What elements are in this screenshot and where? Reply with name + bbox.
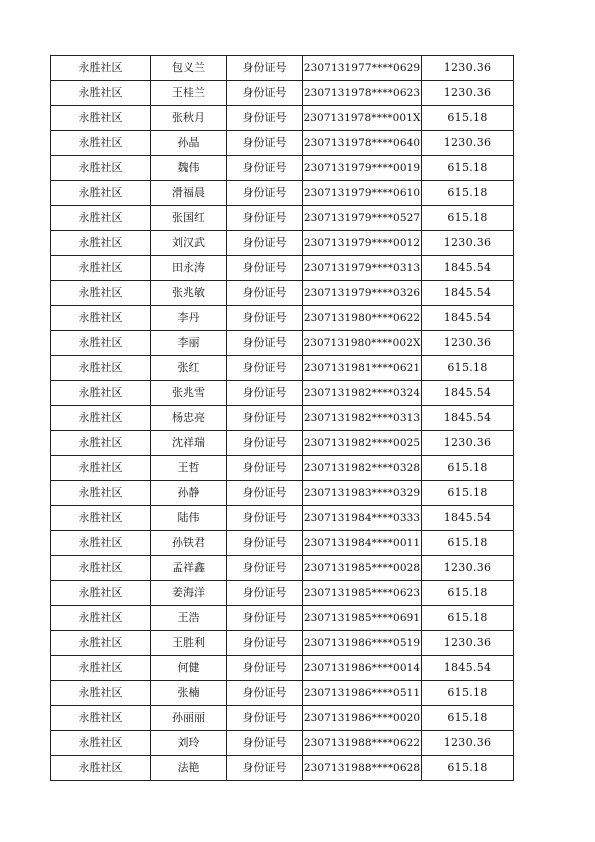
doc-type-cell: 身份证号: [227, 556, 303, 581]
name-cell: 张红: [151, 356, 227, 381]
id-number-cell: 2307131978****0640: [303, 131, 422, 156]
table-row: [51, 306, 514, 331]
id-number-cell: 2307131982****0328: [303, 456, 422, 481]
name-cell: 姜海洋: [151, 581, 227, 606]
table-row: [51, 431, 514, 456]
community-cell: 永胜社区: [51, 331, 151, 356]
community-cell: 永胜社区: [51, 106, 151, 131]
community-cell: 永胜社区: [51, 556, 151, 581]
id-number-cell: 2307131979****0326: [303, 281, 422, 306]
doc-type-cell: 身份证号: [227, 656, 303, 681]
id-number-cell: 2307131979****0313: [303, 256, 422, 281]
amount-cell: 1845.54: [422, 381, 514, 406]
community-cell: 永胜社区: [51, 381, 151, 406]
amount-cell: 615.18: [422, 181, 514, 206]
community-cell: 永胜社区: [51, 656, 151, 681]
community-cell: 永胜社区: [51, 206, 151, 231]
id-number-cell: 2307131985****0623: [303, 581, 422, 606]
id-number-cell: 2307131986****0511: [303, 681, 422, 706]
community-cell: 永胜社区: [51, 181, 151, 206]
id-number-cell: 2307131982****0025: [303, 431, 422, 456]
id-number-cell: 2307131979****0012: [303, 231, 422, 256]
community-cell: 永胜社区: [51, 356, 151, 381]
amount-cell: 1845.54: [422, 256, 514, 281]
community-cell: 永胜社区: [51, 156, 151, 181]
name-cell: 法艳: [151, 756, 227, 781]
id-number-cell: 2307131985****0691: [303, 606, 422, 631]
doc-type-cell: 身份证号: [227, 456, 303, 481]
name-cell: 沈祥瑞: [151, 431, 227, 456]
table-row: [51, 756, 514, 781]
amount-cell: 615.18: [422, 681, 514, 706]
name-cell: 张国红: [151, 206, 227, 231]
name-cell: 张秋月: [151, 106, 227, 131]
doc-type-cell: 身份证号: [227, 756, 303, 781]
doc-type-cell: 身份证号: [227, 706, 303, 731]
amount-cell: 615.18: [422, 106, 514, 131]
table-row: [51, 606, 514, 631]
table-row: [51, 556, 514, 581]
community-cell: 永胜社区: [51, 256, 151, 281]
id-number-cell: 2307131982****0313: [303, 406, 422, 431]
doc-type-cell: 身份证号: [227, 331, 303, 356]
name-cell: 魏伟: [151, 156, 227, 181]
amount-cell: 615.18: [422, 456, 514, 481]
community-cell: 永胜社区: [51, 606, 151, 631]
amount-cell: 615.18: [422, 756, 514, 781]
table-row: [51, 406, 514, 431]
amount-cell: 615.18: [422, 156, 514, 181]
amount-cell: 615.18: [422, 206, 514, 231]
id-number-cell: 2307131981****0621: [303, 356, 422, 381]
id-number-cell: 2307131984****0011: [303, 531, 422, 556]
id-number-cell: 2307131980****0622: [303, 306, 422, 331]
doc-type-cell: 身份证号: [227, 356, 303, 381]
amount-cell: 1230.36: [422, 131, 514, 156]
records-body: [51, 56, 514, 781]
doc-type-cell: 身份证号: [227, 281, 303, 306]
table-row: [51, 731, 514, 756]
id-number-cell: 2307131980****002X: [303, 331, 422, 356]
amount-cell: 1845.54: [422, 656, 514, 681]
id-number-cell: 2307131985****0028: [303, 556, 422, 581]
id-number-cell: 2307131986****0020: [303, 706, 422, 731]
id-number-cell: 2307131979****0527: [303, 206, 422, 231]
id-number-cell: 2307131983****0329: [303, 481, 422, 506]
table-row: [51, 206, 514, 231]
amount-cell: 1230.36: [422, 331, 514, 356]
table-row: [51, 356, 514, 381]
community-cell: 永胜社区: [51, 431, 151, 456]
table-row: [51, 56, 514, 81]
community-cell: 永胜社区: [51, 281, 151, 306]
doc-type-cell: 身份证号: [227, 631, 303, 656]
community-cell: 永胜社区: [51, 631, 151, 656]
doc-type-cell: 身份证号: [227, 231, 303, 256]
amount-cell: 1230.36: [422, 631, 514, 656]
amount-cell: 615.18: [422, 581, 514, 606]
table-row: [51, 456, 514, 481]
name-cell: 孙丽丽: [151, 706, 227, 731]
doc-type-cell: 身份证号: [227, 131, 303, 156]
name-cell: 刘汉武: [151, 231, 227, 256]
name-cell: 张兆敏: [151, 281, 227, 306]
id-number-cell: 2307131988****0628: [303, 756, 422, 781]
community-cell: 永胜社区: [51, 56, 151, 81]
amount-cell: 1230.36: [422, 231, 514, 256]
doc-type-cell: 身份证号: [227, 506, 303, 531]
amount-cell: 615.18: [422, 481, 514, 506]
name-cell: 陆伟: [151, 506, 227, 531]
doc-type-cell: 身份证号: [227, 206, 303, 231]
amount-cell: 615.18: [422, 531, 514, 556]
amount-cell: 1845.54: [422, 306, 514, 331]
name-cell: 王浩: [151, 606, 227, 631]
id-number-cell: 2307131978****001X: [303, 106, 422, 131]
name-cell: 刘玲: [151, 731, 227, 756]
amount-cell: 1230.36: [422, 56, 514, 81]
table-row: [51, 81, 514, 106]
name-cell: 孙静: [151, 481, 227, 506]
table-row: [51, 256, 514, 281]
name-cell: 王胜利: [151, 631, 227, 656]
name-cell: 孙晶: [151, 131, 227, 156]
table-row: [51, 156, 514, 181]
doc-type-cell: 身份证号: [227, 406, 303, 431]
amount-cell: 1845.54: [422, 406, 514, 431]
amount-cell: 615.18: [422, 706, 514, 731]
id-number-cell: 2307131984****0333: [303, 506, 422, 531]
name-cell: 张楠: [151, 681, 227, 706]
id-number-cell: 2307131979****0610: [303, 181, 422, 206]
id-number-cell: 2307131982****0324: [303, 381, 422, 406]
doc-type-cell: 身份证号: [227, 306, 303, 331]
name-cell: 王哲: [151, 456, 227, 481]
doc-type-cell: 身份证号: [227, 681, 303, 706]
table-row: [51, 481, 514, 506]
doc-type-cell: 身份证号: [227, 56, 303, 81]
table-row: [51, 706, 514, 731]
table-row: [51, 631, 514, 656]
doc-type-cell: 身份证号: [227, 606, 303, 631]
doc-type-cell: 身份证号: [227, 106, 303, 131]
community-cell: 永胜社区: [51, 706, 151, 731]
amount-cell: 615.18: [422, 606, 514, 631]
community-cell: 永胜社区: [51, 731, 151, 756]
doc-type-cell: 身份证号: [227, 531, 303, 556]
records-table: [50, 55, 514, 781]
amount-cell: 1845.54: [422, 281, 514, 306]
name-cell: 李丽: [151, 331, 227, 356]
community-cell: 永胜社区: [51, 306, 151, 331]
table-row: [51, 531, 514, 556]
id-number-cell: 2307131979****0019: [303, 156, 422, 181]
community-cell: 永胜社区: [51, 406, 151, 431]
community-cell: 永胜社区: [51, 131, 151, 156]
community-cell: 永胜社区: [51, 456, 151, 481]
amount-cell: 615.18: [422, 356, 514, 381]
community-cell: 永胜社区: [51, 581, 151, 606]
table-row: [51, 331, 514, 356]
doc-type-cell: 身份证号: [227, 481, 303, 506]
amount-cell: 1230.36: [422, 556, 514, 581]
name-cell: 王桂兰: [151, 81, 227, 106]
name-cell: 孟祥鑫: [151, 556, 227, 581]
community-cell: 永胜社区: [51, 531, 151, 556]
id-number-cell: 2307131986****0519: [303, 631, 422, 656]
amount-cell: 1845.54: [422, 506, 514, 531]
doc-type-cell: 身份证号: [227, 731, 303, 756]
name-cell: 张兆雪: [151, 381, 227, 406]
name-cell: 孙铁君: [151, 531, 227, 556]
amount-cell: 1230.36: [422, 81, 514, 106]
table-row: [51, 506, 514, 531]
name-cell: 李丹: [151, 306, 227, 331]
table-row: [51, 181, 514, 206]
community-cell: 永胜社区: [51, 756, 151, 781]
table-row: [51, 656, 514, 681]
amount-cell: 1230.36: [422, 431, 514, 456]
table-row: [51, 131, 514, 156]
doc-type-cell: 身份证号: [227, 431, 303, 456]
community-cell: 永胜社区: [51, 681, 151, 706]
id-number-cell: 2307131988****0622: [303, 731, 422, 756]
table-row: [51, 231, 514, 256]
doc-type-cell: 身份证号: [227, 181, 303, 206]
community-cell: 永胜社区: [51, 506, 151, 531]
id-number-cell: 2307131978****0623: [303, 81, 422, 106]
doc-type-cell: 身份证号: [227, 156, 303, 181]
table-row: [51, 581, 514, 606]
doc-type-cell: 身份证号: [227, 81, 303, 106]
table-row: [51, 281, 514, 306]
community-cell: 永胜社区: [51, 481, 151, 506]
doc-type-cell: 身份证号: [227, 256, 303, 281]
name-cell: 包义兰: [151, 56, 227, 81]
table-row: [51, 106, 514, 131]
id-number-cell: 2307131986****0014: [303, 656, 422, 681]
doc-type-cell: 身份证号: [227, 581, 303, 606]
doc-type-cell: 身份证号: [227, 381, 303, 406]
name-cell: 何健: [151, 656, 227, 681]
amount-cell: 1230.36: [422, 731, 514, 756]
name-cell: 滑福晨: [151, 181, 227, 206]
id-number-cell: 2307131977****0629: [303, 56, 422, 81]
table-row: [51, 681, 514, 706]
table-row: [51, 381, 514, 406]
name-cell: 杨忠亮: [151, 406, 227, 431]
community-cell: 永胜社区: [51, 231, 151, 256]
name-cell: 田永涛: [151, 256, 227, 281]
community-cell: 永胜社区: [51, 81, 151, 106]
